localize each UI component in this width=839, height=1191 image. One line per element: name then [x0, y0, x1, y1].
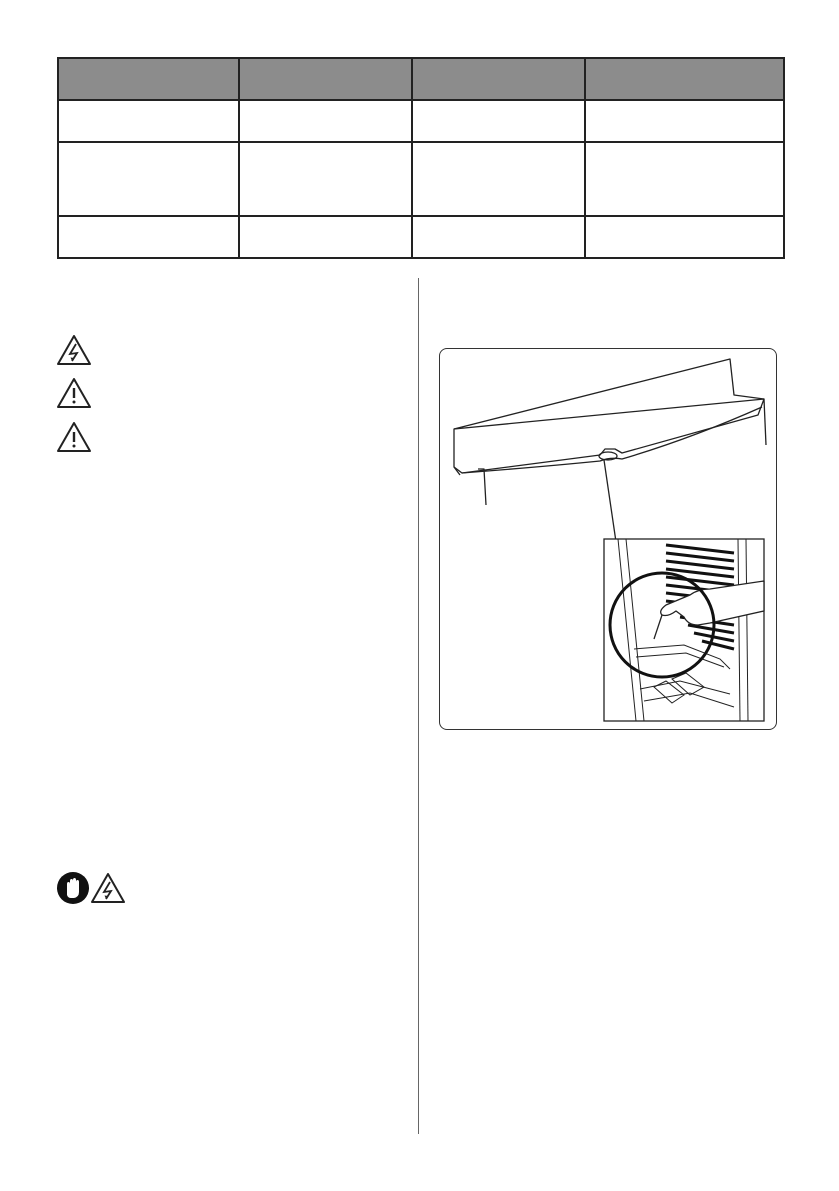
- table-header-cell: [585, 58, 784, 100]
- lightning-warning-icon: [90, 872, 126, 904]
- table-cell: [585, 142, 784, 216]
- table-cell: [58, 142, 239, 216]
- lightning-warning-icon: [56, 334, 92, 366]
- table-header-cell: [58, 58, 239, 100]
- table-cell: [585, 216, 784, 258]
- stop-hand-icon: [56, 871, 90, 905]
- table-header-row: [58, 58, 784, 100]
- table-cell: [239, 100, 412, 142]
- table-cell: [585, 100, 784, 142]
- table-header-cell: [239, 58, 412, 100]
- table-cell: [412, 100, 585, 142]
- light-cover-illustration: [439, 348, 777, 730]
- table-cell: [412, 142, 585, 216]
- column-divider: [418, 278, 419, 1134]
- table-row: [58, 100, 784, 142]
- table-header-cell: [412, 58, 585, 100]
- table-cell: [239, 216, 412, 258]
- table-cell: [412, 216, 585, 258]
- table-row: [58, 216, 784, 258]
- exclamation-warning-icon: [56, 421, 92, 453]
- table-row: [58, 142, 784, 216]
- table-cell: [239, 142, 412, 216]
- table-cell: [58, 100, 239, 142]
- exclamation-warning-icon: [56, 377, 92, 409]
- specification-table: [57, 57, 785, 259]
- table-cell: [58, 216, 239, 258]
